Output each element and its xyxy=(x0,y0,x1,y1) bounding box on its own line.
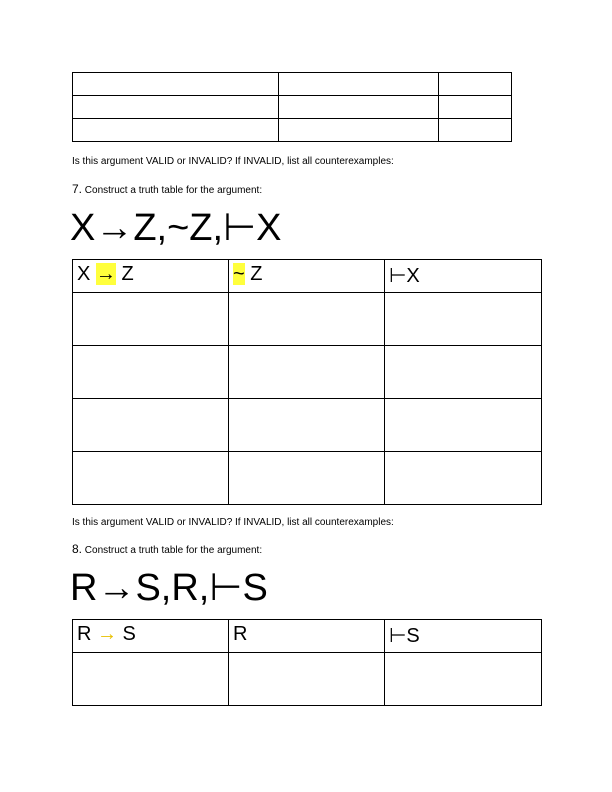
table-cell xyxy=(73,399,229,452)
table-row xyxy=(73,452,542,505)
table-cell xyxy=(73,73,279,96)
table-cell xyxy=(279,73,439,96)
header-var: Z xyxy=(244,263,263,285)
top-truth-table xyxy=(72,72,512,142)
question-text: Construct a truth table for the argument: xyxy=(84,545,263,556)
table-cell xyxy=(385,452,542,505)
header-var: X xyxy=(77,263,96,285)
table-row xyxy=(73,96,512,119)
header-row xyxy=(73,260,542,293)
question-text: Construct a truth table for the argument: xyxy=(84,185,263,196)
table-cell xyxy=(73,96,279,119)
table-cell xyxy=(229,452,385,505)
table-row xyxy=(73,399,542,452)
question-number: 8. xyxy=(72,542,83,556)
argument-7: X→Z,~Z,⊢X xyxy=(70,207,282,249)
validity-prompt: Is this argument VALID or INVALID? If INVALID, list all counterexamples: xyxy=(72,517,394,528)
validity-prompt: Is this argument VALID or INVALID? If INVALID, list all counterexamples: xyxy=(72,156,394,167)
table-cell xyxy=(73,293,229,346)
table-row xyxy=(73,653,542,706)
table-row xyxy=(73,293,542,346)
header-var: R xyxy=(77,623,97,645)
table-cell xyxy=(439,96,512,119)
table-row xyxy=(73,73,512,96)
table-cell xyxy=(73,452,229,505)
argument-8: R→S,R,⊢S xyxy=(70,567,268,609)
table-cell xyxy=(279,119,439,142)
arrow-symbol: → xyxy=(97,623,117,645)
table-cell xyxy=(385,653,542,706)
table-cell xyxy=(229,346,385,399)
header-cell-implication xyxy=(73,620,229,653)
header-row xyxy=(73,620,542,653)
table-cell xyxy=(73,653,229,706)
table-cell xyxy=(439,119,512,142)
header-cell-implication xyxy=(73,260,229,293)
table-cell xyxy=(73,346,229,399)
table-cell xyxy=(385,399,542,452)
arrow-symbol: → xyxy=(95,263,116,285)
table-cell xyxy=(439,73,512,96)
table-cell xyxy=(229,399,385,452)
header-cell-conclusion: ⊢X xyxy=(385,260,542,293)
table-row xyxy=(73,119,512,142)
question-8 xyxy=(72,542,262,556)
truth-table-7 xyxy=(72,259,542,505)
table-cell xyxy=(385,293,542,346)
table-cell xyxy=(229,653,385,706)
table-row xyxy=(73,346,542,399)
header-cell-conclusion: ⊢S xyxy=(385,620,542,653)
table-cell xyxy=(385,346,542,399)
header-cell-premise: R xyxy=(229,620,385,653)
table-cell xyxy=(279,96,439,119)
question-number: 7. xyxy=(72,182,83,196)
table-cell xyxy=(73,119,279,142)
header-cell-negation xyxy=(229,260,385,293)
truth-table-8 xyxy=(72,619,542,706)
tilde-symbol: ~ xyxy=(233,263,245,285)
header-var: S xyxy=(117,623,136,645)
question-7 xyxy=(72,182,262,196)
table-cell xyxy=(229,293,385,346)
header-var: Z xyxy=(115,263,134,285)
